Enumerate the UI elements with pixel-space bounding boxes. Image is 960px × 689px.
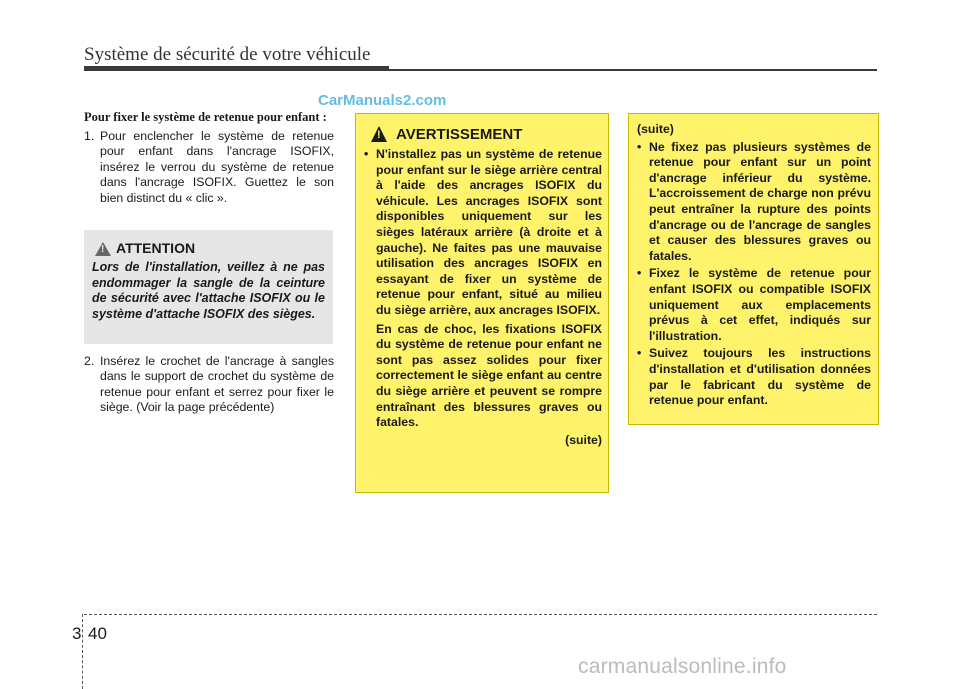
warning-item-text: N'installez pas un système de retenue pour enfant sur le siège arrière central à l'aide des ancrages ISOFIX du véhicule. Les ancrages ISOFIX sont disponibles uniquement sur les sièges latéraux arrière (à droite et à gauche). Ne faites pas une mauvaise utilisation des ancrages ISOFIX en essayant de fixer un système de retenue pour enfant, situé au milieu du siège arrière, aux ancrages ISOFIX. <box>376 147 602 317</box>
header-rule-thick <box>84 66 389 71</box>
continued-label: (suite) <box>637 122 674 136</box>
watermark-bottom: carmanualsonline.info <box>578 655 787 678</box>
step-number: 1. <box>84 128 95 143</box>
warning-item-text: Ne fixez pas plusieurs systèmes de retenue pour enfant sur un point d'ancrage inférieur du système. L'accroissement de charge non prévu peut entraîner la rupture des points d'ancrage ou de l'ancrage de sangles et causer des blessures graves ou fatales. <box>649 139 871 263</box>
warning-body <box>364 147 602 448</box>
warning-item-text: Fixez le système de retenue pour enfant ISOFIX ou compatible ISOFIX uniquement aux emplacements prévus à cet effet, indiqués sur l'illustration. <box>649 266 871 343</box>
instructions-heading: Pour fixer le système de retenue pour enfant : <box>84 110 327 124</box>
warning-triangle-icon <box>95 242 111 256</box>
attention-text: Lors de l'installation, veillez à ne pas endommager la sangle de la ceinture de sécurité avec l'attache ISOFIX ou le système d'attache ISOFIX des sièges. <box>92 260 325 321</box>
page-number: 40 <box>88 624 107 643</box>
step-text: Pour enclencher le système de retenue pour enfant dans l'ancrage ISOFIX, insérez le verrou du système de retenue dans l'ancrage ISOFIX. Guettez le son bien distinct du « clic ». <box>100 128 334 205</box>
section-number: 3 <box>72 624 82 643</box>
list-item <box>364 147 602 319</box>
instructions-column <box>84 110 334 206</box>
bullet-icon: • <box>637 139 642 154</box>
step-1 <box>84 129 334 207</box>
warning-triangle-icon <box>371 126 387 142</box>
attention-box <box>84 230 333 344</box>
warning-item-paragraph: En cas de choc, les fixations ISOFIX du système de retenue pour enfant ne sont pas assez solides pour fixer correctement le siège enfant au centre du siège arrière et peuvent se rompre entraînant des blessures graves ou fatales. <box>376 321 602 430</box>
watermark-top: CarManuals2.com <box>318 92 447 109</box>
warning-item-text: Suivez toujours les instructions d'installation et d'utilisation données par le fabricant du système de retenue pour enfant. <box>649 346 871 408</box>
warning-continued-body <box>637 122 871 409</box>
page-header-title: Système de sécurité de votre véhicule <box>84 44 371 65</box>
bullet-icon: • <box>637 346 642 361</box>
continued-label: (suite) <box>565 432 602 447</box>
list-item <box>637 266 871 344</box>
bullet-icon: • <box>364 147 369 161</box>
warning-box <box>355 113 609 493</box>
footer-rule-vertical <box>82 614 83 689</box>
header-rule-thin <box>389 69 877 71</box>
step-number: 2. <box>84 354 95 368</box>
footer-rule <box>84 614 877 615</box>
warning-title: AVERTISSEMENT <box>396 126 523 143</box>
warning-continued-box <box>628 113 879 425</box>
list-item <box>637 346 871 408</box>
bullet-icon: • <box>637 266 642 281</box>
step-2 <box>84 354 334 416</box>
attention-title: ATTENTION <box>116 240 196 256</box>
step-text: Insérez le crochet de l'ancrage à sangles dans le support de crochet du système de retenue pour enfant et serrez pour fixer le siège. (Voir la page précédente) <box>100 354 334 415</box>
list-item <box>637 140 871 265</box>
